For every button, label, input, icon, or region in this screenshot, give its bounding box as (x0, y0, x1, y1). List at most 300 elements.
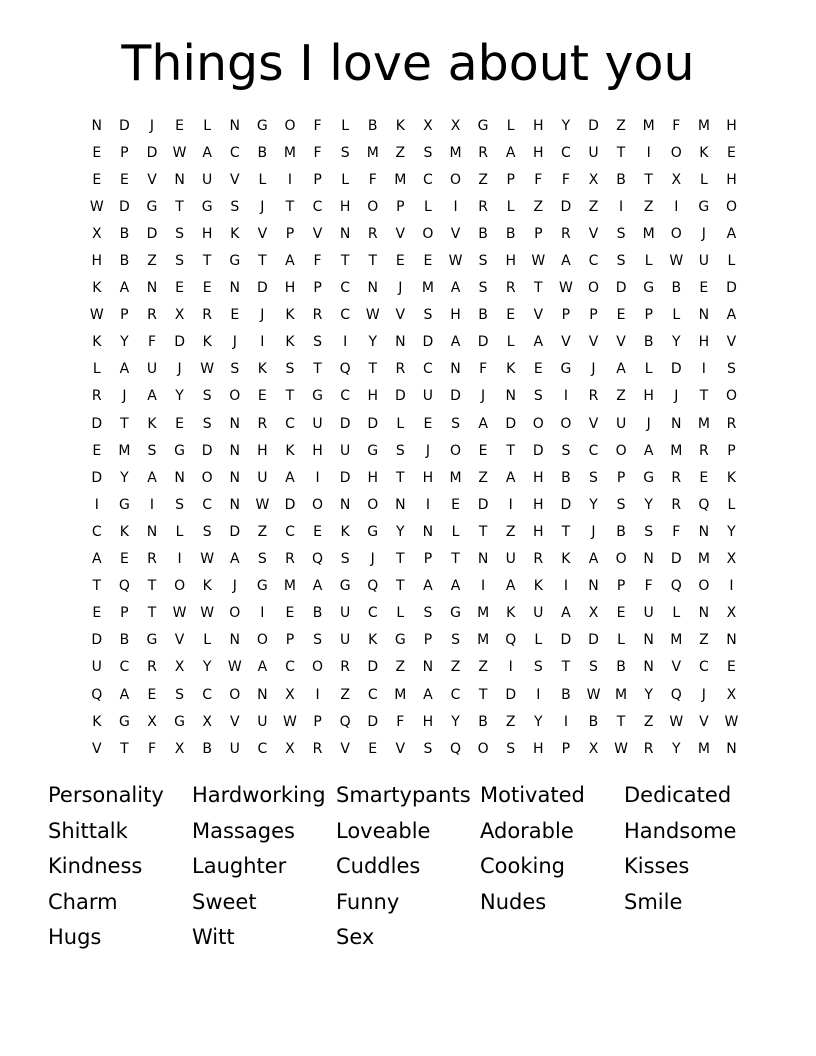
grid-letter: L (92, 361, 101, 378)
word-list-item: Hugs (48, 925, 102, 950)
grid-letter: P (120, 144, 129, 161)
grid-letter: K (147, 415, 157, 432)
grid-letter: T (285, 388, 295, 405)
grid-letter: O (284, 117, 296, 134)
grid-letter: C (91, 523, 102, 540)
grid-letter: T (120, 415, 129, 432)
grid-letter: B (257, 144, 268, 161)
grid-letter: G (560, 361, 572, 378)
grid-letter: E (119, 551, 129, 568)
grid-letter: H (367, 469, 378, 486)
grid-letter: K (92, 280, 102, 297)
grid-letter: A (257, 659, 268, 676)
grid-letter: T (368, 253, 378, 270)
grid-letter: N (588, 578, 599, 595)
grid-letter: P (423, 551, 433, 568)
grid-letter: N (726, 740, 737, 757)
grid-letter: S (589, 659, 598, 676)
word-list-item: Kindness (48, 854, 143, 879)
grid-letter: K (699, 144, 709, 161)
grid-letter: B (671, 280, 682, 297)
grid-letter: U (615, 415, 627, 432)
grid-letter: L (258, 171, 267, 188)
grid-letter: F (672, 523, 681, 540)
grid-letter: U (533, 605, 544, 622)
grid-letter: F (396, 713, 405, 730)
word-list (48, 778, 768, 956)
grid-letter: M (697, 551, 710, 568)
grid-letter: Q (118, 578, 130, 595)
grid-letter: N (671, 415, 682, 432)
grid-letter: N (395, 334, 406, 351)
word-list-item: Motivated (480, 783, 585, 807)
grid-letter: U (202, 171, 213, 188)
grid-letter: V (174, 632, 185, 649)
grid-letter: D (560, 198, 572, 215)
grid-letter: B (119, 225, 130, 242)
grid-letter: M (697, 740, 710, 757)
grid-letter: A (616, 361, 626, 378)
grid-letter: G (229, 253, 241, 270)
grid-letter: T (396, 551, 405, 568)
grid-letter: I (508, 496, 513, 513)
grid-letter: A (505, 578, 516, 595)
grid-letter: H (505, 253, 516, 270)
grid-letter: J (701, 686, 706, 703)
grid-letter: J (232, 334, 237, 351)
grid-letter: G (643, 280, 655, 297)
grid-letter: D (477, 496, 489, 513)
grid-letter: T (285, 198, 295, 215)
grid-letter: X (588, 605, 599, 622)
grid-letter: H (533, 496, 544, 513)
grid-letter: O (615, 442, 627, 459)
grid-letter: P (285, 632, 295, 649)
grid-letter: T (202, 253, 212, 270)
grid-letter: D (560, 496, 572, 513)
grid-letter: L (175, 523, 184, 540)
grid-letter: S (202, 415, 212, 432)
grid-letter: D (91, 469, 103, 486)
grid-letter: F (672, 117, 681, 134)
grid-letter: S (285, 361, 295, 378)
grid-letter: O (422, 225, 434, 242)
grid-letter: E (175, 280, 184, 297)
grid-letter: S (175, 496, 185, 513)
grid-letter: Q (450, 740, 462, 757)
grid-letter: F (313, 117, 322, 134)
grid-letter: J (260, 198, 265, 215)
grid-letter: X (285, 740, 295, 757)
grid-letter: J (398, 280, 403, 297)
grid-letter: O (312, 496, 324, 513)
grid-letter: S (478, 280, 488, 297)
grid-letter: V (340, 740, 350, 757)
grid-letter: S (616, 496, 626, 513)
grid-letter: R (671, 496, 682, 513)
grid-letter: U (312, 415, 323, 432)
word-list-item: Witt (192, 925, 235, 950)
grid-letter: D (422, 334, 434, 351)
grid-letter: D (394, 388, 406, 405)
grid-letter: D (229, 523, 241, 540)
grid-letter: V (588, 415, 599, 432)
grid-letter: A (147, 469, 157, 486)
grid-letter: O (477, 740, 489, 757)
grid-letter: H (367, 388, 378, 405)
grid-letter: I (674, 198, 679, 215)
grid-letter: N (698, 307, 710, 324)
grid-letter: S (257, 551, 267, 568)
grid-letter: V (588, 225, 599, 242)
grid-letter: S (644, 523, 654, 540)
grid-letter: R (340, 659, 350, 676)
grid-letter: Q (91, 686, 103, 703)
grid-letter: K (285, 334, 295, 351)
grid-letter: H (533, 469, 544, 486)
grid-letter: E (175, 415, 184, 432)
grid-letter: U (146, 361, 158, 378)
grid-letter: M (118, 442, 131, 459)
grid-letter: X (174, 740, 185, 757)
grid-letter: N (229, 632, 240, 649)
grid-letter: D (284, 496, 296, 513)
grid-letter: M (477, 605, 490, 622)
grid-letter: K (92, 713, 102, 730)
grid-letter: B (119, 253, 130, 270)
grid-letter: A (588, 551, 599, 568)
grid-letter: E (368, 740, 378, 757)
grid-letter: N (146, 523, 158, 540)
grid-letter: T (561, 659, 571, 676)
grid-letter: B (312, 605, 323, 622)
grid-letter: W (172, 605, 187, 622)
grid-letter: O (725, 388, 737, 405)
grid-letter: N (395, 496, 406, 513)
grid-letter: V (699, 713, 709, 730)
grid-letter: A (561, 605, 571, 622)
grid-letter: P (423, 632, 433, 649)
grid-letter: U (91, 659, 102, 676)
grid-letter: G (367, 523, 379, 540)
grid-letter: H (726, 171, 737, 188)
grid-letter: I (563, 713, 568, 730)
grid-letter: H (422, 469, 434, 486)
grid-letter: T (451, 551, 460, 568)
grid-letter: B (588, 713, 599, 730)
grid-letter: N (339, 496, 351, 513)
grid-letter: S (616, 225, 626, 242)
grid-letter: C (312, 198, 323, 215)
grid-letter: W (227, 659, 242, 676)
grid-letter: H (257, 442, 268, 459)
grid-letter: Z (478, 659, 488, 676)
grid-letter: S (423, 740, 433, 757)
grid-letter: H (284, 280, 296, 297)
grid-letter: D (256, 280, 268, 297)
grid-letter: F (644, 578, 653, 595)
grid-letter: G (146, 632, 158, 649)
grid-letter: D (560, 632, 572, 649)
grid-letter: L (644, 253, 653, 270)
grid-letter: I (563, 388, 568, 405)
grid-letter: T (616, 713, 626, 730)
grid-letter: L (451, 523, 460, 540)
grid-letter: X (147, 713, 157, 730)
grid-letter: Z (616, 388, 626, 405)
grid-letter: E (285, 605, 295, 622)
grid-letter: U (422, 388, 434, 405)
grid-letter: T (506, 442, 515, 459)
grid-letter: U (340, 605, 351, 622)
grid-letter: O (532, 415, 544, 432)
grid-letter: J (260, 307, 265, 324)
grid-letter: O (725, 198, 737, 215)
grid-letter: Y (120, 469, 129, 486)
grid-letter: F (561, 171, 570, 188)
grid-letter: Z (395, 144, 406, 161)
grid-letter: A (119, 280, 130, 297)
grid-letter: M (283, 578, 296, 595)
grid-letter: H (201, 225, 213, 242)
grid-letter: T (396, 469, 405, 486)
grid-letter: W (614, 740, 628, 757)
word-list-item: Charm (48, 889, 118, 914)
grid-letter: R (561, 225, 571, 242)
grid-letter: M (697, 415, 710, 432)
word-list-item: Dedicated (624, 783, 732, 807)
grid-letter: N (643, 632, 654, 649)
grid-letter: L (506, 334, 515, 351)
grid-letter: T (313, 361, 322, 378)
grid-letter: L (341, 171, 350, 188)
grid-letter: Q (339, 361, 351, 378)
grid-letter: A (643, 442, 654, 459)
grid-letter: M (394, 171, 407, 188)
grid-letter: P (561, 307, 571, 324)
grid-letter: E (147, 686, 157, 703)
grid-letter: B (561, 469, 571, 486)
grid-letter: C (285, 659, 295, 676)
grid-letter: U (643, 605, 654, 622)
grid-letter: N (174, 469, 185, 486)
grid-letter: Z (616, 117, 626, 134)
grid-letter: N (450, 361, 461, 378)
grid-letter: R (202, 307, 213, 324)
grid-letter: G (174, 713, 185, 730)
grid-letter: E (92, 605, 102, 622)
grid-letter: P (561, 740, 571, 757)
grid-letter: A (119, 361, 130, 378)
grid-letter: S (423, 144, 433, 161)
grid-letter: Q (670, 578, 682, 595)
grid-letter: E (395, 253, 405, 270)
grid-letter: T (258, 253, 267, 270)
grid-letter: G (339, 578, 351, 595)
grid-letter: K (202, 578, 212, 595)
grid-letter: D (339, 469, 351, 486)
grid-letter: M (421, 280, 434, 297)
grid-letter: M (642, 225, 655, 242)
grid-letter: T (478, 686, 488, 703)
grid-letter: B (478, 713, 488, 730)
grid-letter: S (175, 686, 185, 703)
grid-letter: S (616, 253, 626, 270)
grid-letter: T (175, 198, 184, 215)
grid-letter: L (534, 632, 543, 649)
grid-letter: P (313, 713, 322, 730)
grid-letter: D (588, 117, 599, 134)
grid-letter: J (701, 225, 706, 242)
grid-letter: F (534, 171, 543, 188)
grid-letter: I (177, 551, 182, 568)
grid-letter: A (285, 253, 295, 270)
grid-letter: X (423, 117, 433, 134)
grid-letter: C (202, 686, 213, 703)
grid-letter: W (558, 280, 573, 297)
grid-letter: G (118, 496, 130, 513)
grid-letter: W (200, 551, 215, 568)
grid-letter: D (726, 280, 737, 297)
grid-letter: L (341, 117, 350, 134)
grid-letter: V (726, 334, 737, 351)
word-list-item: Cooking (480, 854, 565, 879)
grid-letter: M (477, 632, 490, 649)
grid-letter: K (285, 442, 295, 459)
grid-letter: D (367, 659, 379, 676)
grid-letter: P (120, 307, 129, 324)
grid-letter: I (287, 171, 293, 188)
grid-letter: C (423, 361, 433, 378)
grid-letter: X (671, 171, 682, 188)
grid-letter: W (531, 253, 546, 270)
word-list-item: Loveable (336, 818, 431, 843)
grid-letter: A (505, 144, 516, 161)
grid-letter: N (643, 551, 654, 568)
grid-letter: S (175, 225, 185, 242)
grid-letter: N (477, 551, 489, 568)
grid-letter: E (423, 415, 433, 432)
word-list-item: Hardworking (192, 783, 326, 807)
grid-letter: P (616, 578, 626, 595)
grid-letter: T (616, 144, 626, 161)
grid-letter: I (315, 686, 320, 703)
grid-letter: H (91, 253, 103, 270)
grid-letter: E (202, 280, 212, 297)
grid-letter: S (313, 334, 322, 351)
grid-letter: W (255, 496, 270, 513)
grid-letter: X (450, 117, 461, 134)
grid-letter: G (477, 117, 489, 134)
grid-letter: F (313, 253, 322, 270)
grid-letter: P (589, 307, 598, 324)
grid-letter: O (229, 388, 241, 405)
grid-letter: K (92, 334, 102, 351)
grid-letter: E (699, 280, 709, 297)
grid-letter: W (365, 307, 380, 324)
grid-letter: N (698, 523, 710, 540)
grid-letter: I (343, 334, 348, 351)
grid-letter: Y (451, 713, 460, 730)
grid-letter: N (146, 280, 158, 297)
word-list-item: Funny (336, 889, 400, 914)
grid-letter: V (395, 225, 406, 242)
grid-letter: G (450, 605, 461, 622)
grid-letter: K (202, 334, 212, 351)
grid-letter: V (561, 334, 571, 351)
letter-grid (83, 112, 745, 762)
grid-letter: J (122, 388, 127, 405)
word-list-item: Handsome (624, 818, 737, 843)
grid-letter: A (478, 415, 488, 432)
grid-letter: D (367, 415, 379, 432)
grid-letter: W (669, 713, 684, 730)
grid-letter: V (147, 171, 157, 188)
grid-letter: N (505, 388, 516, 405)
grid-letter: D (339, 415, 351, 432)
grid-letter: V (395, 307, 406, 324)
grid-letter: C (340, 280, 351, 297)
grid-letter: V (92, 740, 102, 757)
grid-letter: W (283, 713, 297, 730)
grid-letter: E (175, 117, 184, 134)
grid-letter: T (340, 253, 350, 270)
grid-letter: A (423, 578, 433, 595)
grid-letter: L (203, 632, 212, 649)
grid-letter: Z (533, 198, 544, 215)
grid-letter: K (533, 578, 543, 595)
grid-letter: S (395, 442, 405, 459)
grid-letter: C (588, 442, 599, 459)
grid-letter: X (588, 740, 599, 757)
grid-letter: A (423, 686, 433, 703)
grid-letter: G (201, 198, 213, 215)
grid-letter: I (149, 496, 155, 513)
grid-letter: A (119, 686, 130, 703)
grid-letter: N (229, 442, 240, 459)
grid-letter: V (450, 225, 461, 242)
grid-letter: G (118, 713, 130, 730)
grid-letter: D (146, 144, 158, 161)
grid-letter: Y (671, 334, 681, 351)
grid-letter: V (616, 334, 626, 351)
grid-letter: O (560, 415, 572, 432)
grid-letter: Q (312, 551, 324, 568)
grid-letter: E (230, 307, 240, 324)
grid-letter: I (94, 496, 99, 513)
grid-letter: H (698, 334, 710, 351)
grid-letter: D (450, 388, 461, 405)
grid-letter: U (340, 632, 351, 649)
grid-letter: X (174, 307, 185, 324)
grid-letter: D (505, 415, 517, 432)
grid-letter: W (586, 686, 601, 703)
grid-letter: K (257, 361, 267, 378)
grid-letter: V (257, 225, 268, 242)
grid-letter: M (642, 117, 655, 134)
grid-letter: C (367, 605, 378, 622)
grid-letter: Q (505, 632, 517, 649)
grid-letter: J (591, 523, 596, 540)
grid-letter: O (670, 225, 682, 242)
grid-letter: C (257, 740, 268, 757)
grid-letter: C (423, 171, 433, 188)
grid-letter: S (533, 659, 543, 676)
grid-letter: H (533, 523, 544, 540)
grid-letter: R (726, 415, 737, 432)
grid-letter: Q (698, 496, 710, 513)
grid-letter: J (149, 117, 155, 134)
